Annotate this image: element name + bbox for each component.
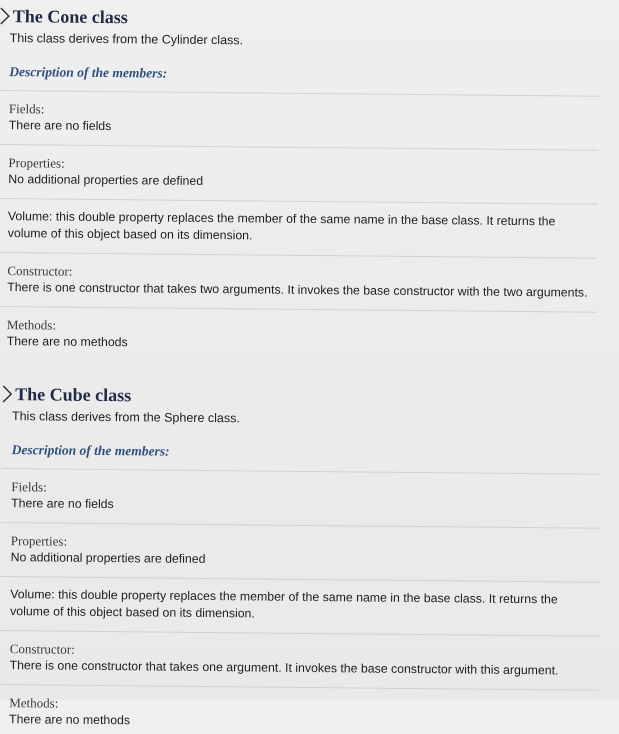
volume-text: Volume: this double property replaces the member of the same name in the base class. It returns the volume of this object based on its dimension. — [7, 209, 556, 243]
methods-text: There are no methods — [6, 334, 128, 350]
divider — [0, 198, 598, 205]
properties-block — [8, 154, 598, 194]
fields-label: Fields: — [8, 101, 45, 117]
volume-block — [10, 586, 600, 626]
description-heading: Description of the members: — [11, 442, 170, 459]
properties-block — [11, 532, 601, 572]
section-cube-class — [0, 382, 602, 734]
constructor-label: Constructor: — [7, 263, 73, 279]
divider — [0, 306, 597, 313]
volume-text: Volume: this double property replaces the member of the same name in the base class. It returns the volume of this object based on its dimension. — [10, 587, 558, 621]
methods-label: Methods: — [9, 695, 59, 711]
methods-block — [7, 316, 597, 356]
fields-label: Fields: — [11, 479, 47, 495]
properties-label: Properties: — [10, 533, 68, 549]
fields-block — [9, 100, 599, 140]
divider — [0, 576, 600, 583]
divider — [1, 522, 601, 529]
chevron-right-icon[interactable] — [2, 383, 14, 405]
divider — [1, 468, 601, 475]
fields-text: There are no fields — [11, 496, 114, 512]
divider — [0, 144, 599, 151]
constructor-text: There is one constructor that takes one argument. It invokes the base constructor with this argument. — [9, 658, 559, 678]
constructor-label: Constructor: — [9, 641, 75, 657]
derives-text: This class derives from the Sphere class. — [11, 409, 240, 426]
constructor-text: There is one constructor that takes two arguments. It invokes the base constructor with the two arguments. — [7, 280, 588, 300]
constructor-block — [7, 262, 597, 302]
divider — [0, 684, 599, 691]
divider — [0, 630, 600, 637]
derives-text: This class derives from the Cylinder class. — [9, 31, 244, 48]
divider — [0, 90, 599, 97]
section-cone-class — [0, 4, 600, 356]
description-heading: Description of the members: — [9, 64, 168, 81]
properties-text: No additional properties are defined — [8, 172, 204, 188]
methods-block — [9, 694, 599, 734]
section-title: The Cube class — [15, 383, 132, 405]
chevron-right-icon[interactable] — [0, 5, 12, 27]
divider — [0, 252, 598, 259]
section-heading[interactable] — [0, 4, 600, 34]
properties-text: No additional properties are defined — [10, 550, 206, 566]
methods-text: There are no methods — [9, 712, 131, 728]
volume-block — [8, 208, 598, 248]
section-heading[interactable] — [2, 382, 602, 412]
constructor-block — [10, 640, 600, 680]
section-title: The Cone class — [12, 5, 128, 27]
fields-block — [11, 478, 601, 518]
fields-text: There are no fields — [8, 118, 112, 134]
properties-label: Properties: — [8, 155, 65, 171]
methods-label: Methods: — [6, 317, 57, 333]
